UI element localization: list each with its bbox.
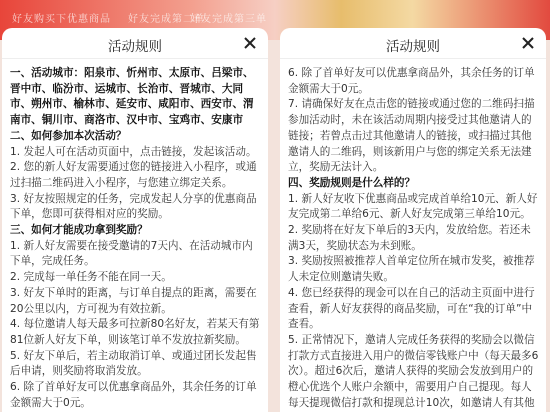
rule-line: 5. 正常情况下，邀请人完成任务获得的奖励会以微信打款方式直接进入用户的微信零钱账户中（每天最多6次）。超过6次后，邀请人获得的奖励会发放到用户的橙心优选个人账户余额中，需要用户自己提现。每人每天提现微信打款和提现总计10次，如邀请人有其他 [288, 333, 539, 409]
rule-line: 3. 好友按照规定的任务，完成发起人分享的优惠商品下单，您即可获得相对应的奖励。 [10, 192, 257, 221]
rules-text [10, 66, 262, 411]
close-button[interactable] [518, 33, 538, 53]
banner-text-1: 好友购买下优惠商品 [12, 14, 111, 25]
panel-header [280, 28, 546, 59]
close-icon [240, 33, 260, 53]
rule-line: 5. 好友下单后，若主动取消订单、或通过团长发起售后申请，则奖励将取消发放。 [10, 349, 257, 378]
panel-header [2, 28, 268, 59]
panel-title: 活动规则 [108, 39, 162, 55]
rule-line: 4. 每位邀请人每天最多可拉新80名好友，若某天有第81位新人好友下单，则该笔订单不发放拉新奖励。 [10, 318, 260, 346]
rule-heading: 四、奖励规则是什么样的？ [288, 176, 416, 189]
rules-panel-right [280, 28, 546, 412]
rule-line: 7. 请确保好友在点击您的链接或通过您的二维码扫描参加活动时，未在该活动周期内接受过其他邀请人的链接；若曾点击过其他邀请人的链接，或扫描过其他邀请人的二维码，则该新用户与您的绑定关系无法建立，奖励无法计入。 [288, 98, 535, 174]
panel-title: 活动规则 [386, 39, 440, 55]
rule-heading: 二、如何参加本次活动？ [10, 129, 127, 142]
banner-text-2: 好友完成第二单 [128, 14, 205, 25]
rule-line: 3. 奖励按照被推荐人首单定位所在城市发奖，被推荐人未定位则邀请失败。 [288, 255, 535, 284]
rule-line: 2. 奖励将在好友下单后的3天内，发放给您。若还未满3天，奖励状态为未到账。 [288, 224, 531, 252]
rule-line: 1. 新人好友需要在接受邀请的7天内、在活动城市内下单，完成任务。 [10, 239, 253, 268]
rules-panel-left [2, 28, 268, 412]
rule-line: 1. 新人好友收下优惠商品或完成首单给10元、新人好友完成第二单给6元、新人好友完成第三单给10元。 [288, 192, 538, 221]
banner-text-3: 好友完成第三单 [190, 14, 267, 25]
rule-heading: 一、活动城市：阳泉市、忻州市、太原市、吕梁市、晋中市、临汾市、运城市、长治市、晋城市、大同市、朔州市、榆林市、延安市、咸阳市、西安市、渭南市、铜川市、商洛市、汉中市、宝鸡市、安康市 [10, 67, 254, 127]
close-button[interactable] [240, 33, 260, 53]
rule-line: 3. 好友下单时的距离，与订单自提点的距离，需要在20公里以内，方可视为有效拉新。 [10, 286, 257, 315]
rule-line: 1. 发起人可在活动页面中，点击链接，发起该活动。 [10, 145, 257, 158]
rule-line: 6. 除了首单好友可以优惠拿商品外，其余任务的订单金额需大于0元。 [10, 381, 257, 409]
rule-heading: 三、如何才能成功拿到奖励？ [10, 224, 148, 237]
rule-line: 2. 您的新人好友需要通过您的链接进入小程序，或通过扫描二维码进入小程序，与您建立绑定关系。 [10, 161, 257, 189]
rule-line: 6. 除了首单好友可以优惠拿商品外，其余任务的订单金额需大于0元。 [288, 67, 535, 95]
rule-line: 4. 您已经获得的现金可以在自己的活动主页面中进行查看，新人好友获得的商品奖励，可在“我的订单”中查看。 [288, 286, 535, 331]
rules-text [288, 66, 540, 411]
rule-line: 2. 完成每一单任务不能在同一天。 [10, 271, 172, 284]
close-icon [518, 33, 538, 53]
